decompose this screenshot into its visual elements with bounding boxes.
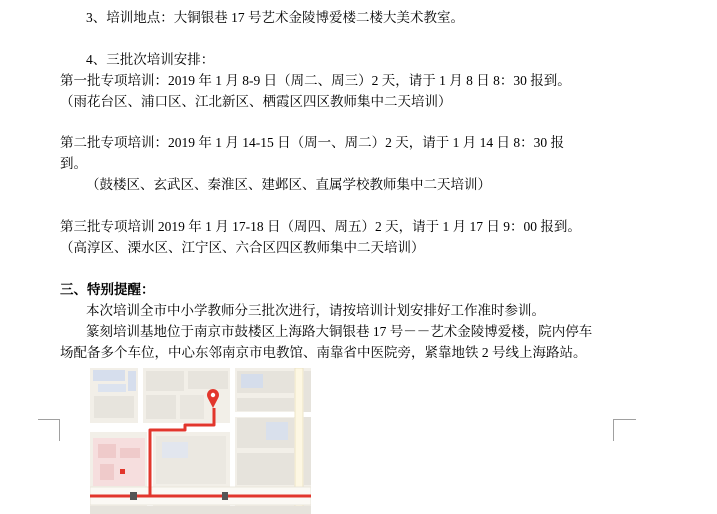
map-city-block: [146, 371, 184, 391]
map-building-block: [100, 464, 114, 480]
reminder-heading: 三、特别提醒：: [60, 282, 155, 297]
margin-corner-mark-right-vertical: [613, 419, 614, 441]
map-building-block: [162, 442, 188, 458]
batch-2-schedule-continued: 到。: [60, 156, 87, 171]
reminder-paragraph-2-line-1: 篆刻培训基地位于南京市鼓楼区上海路大铜银巷 17 号－－艺术金陵博爱楼，院内停车: [86, 324, 593, 339]
batch-3-districts: （高淳区、溧水区、江宁区、六合区四区教师集中二天培训）: [60, 240, 425, 255]
reminder-paragraph-1: 本次培训全市中小学教师分三批次进行，请按培训计划安排好工作准时参训。: [86, 303, 545, 318]
map-city-block: [146, 395, 176, 419]
map-station-marker: [130, 492, 137, 500]
margin-corner-mark-left-vertical: [59, 419, 60, 441]
map-building-block: [98, 444, 116, 458]
map-road: [138, 368, 143, 428]
map-building-block: [93, 370, 125, 381]
batch-1-schedule: 第一批专项培训：2019 年 1 月 8-9 日（周二、周三）2 天，请于 1 月 8 日 8：30 报到。: [60, 73, 571, 88]
margin-corner-mark-right-horizontal: [613, 419, 636, 420]
batch-2-schedule: 第二批专项培训：2019 年 1 月 14-15 日（周一、周二）2 天，请于 1 月 14 日 8：30 报: [60, 135, 564, 150]
map-city-block: [94, 396, 134, 418]
map-city-block: [304, 371, 311, 485]
reminder-paragraph-2-line-2: 场配备多个车位，中心东邻南京市电教馆、南靠省中医院旁，紧靠地铁 2 号线上海路站。: [60, 345, 587, 360]
batch-3-schedule: 第三批专项培训 2019 年 1 月 17-18 日（周四、周五）2 天，请于 1 月 17 日 9：00 报到。: [60, 219, 581, 234]
map-building-block: [241, 374, 263, 388]
training-location-item: 3、培训地点：大铜银巷 17 号艺术金陵博爱楼二楼大美术教室。: [86, 10, 464, 25]
batch-2-districts: （鼓楼区、玄武区、秦淮区、建邺区、直属学校教师集中二天培训）: [86, 177, 491, 192]
map-building-block: [128, 371, 136, 391]
schedule-heading: 4、三批次培训安排：: [86, 52, 215, 67]
margin-corner-mark-left-horizontal: [38, 419, 59, 420]
location-map-image: [90, 368, 311, 514]
map-poi-marker-icon: [120, 469, 125, 474]
map-city-block: [90, 506, 311, 514]
map-city-block: [237, 453, 294, 485]
map-building-block: [98, 384, 126, 392]
map-station-marker: [222, 492, 228, 500]
map-pin-dot: [211, 393, 215, 397]
map-building-block: [266, 422, 288, 440]
map-city-block: [188, 371, 228, 389]
map-city-block: [237, 398, 294, 411]
batch-1-districts: （雨花台区、浦口区、江北新区、栖霞区四区教师集中二天培训）: [60, 94, 452, 109]
map-building-block: [120, 448, 140, 458]
map-city-block: [180, 395, 204, 419]
